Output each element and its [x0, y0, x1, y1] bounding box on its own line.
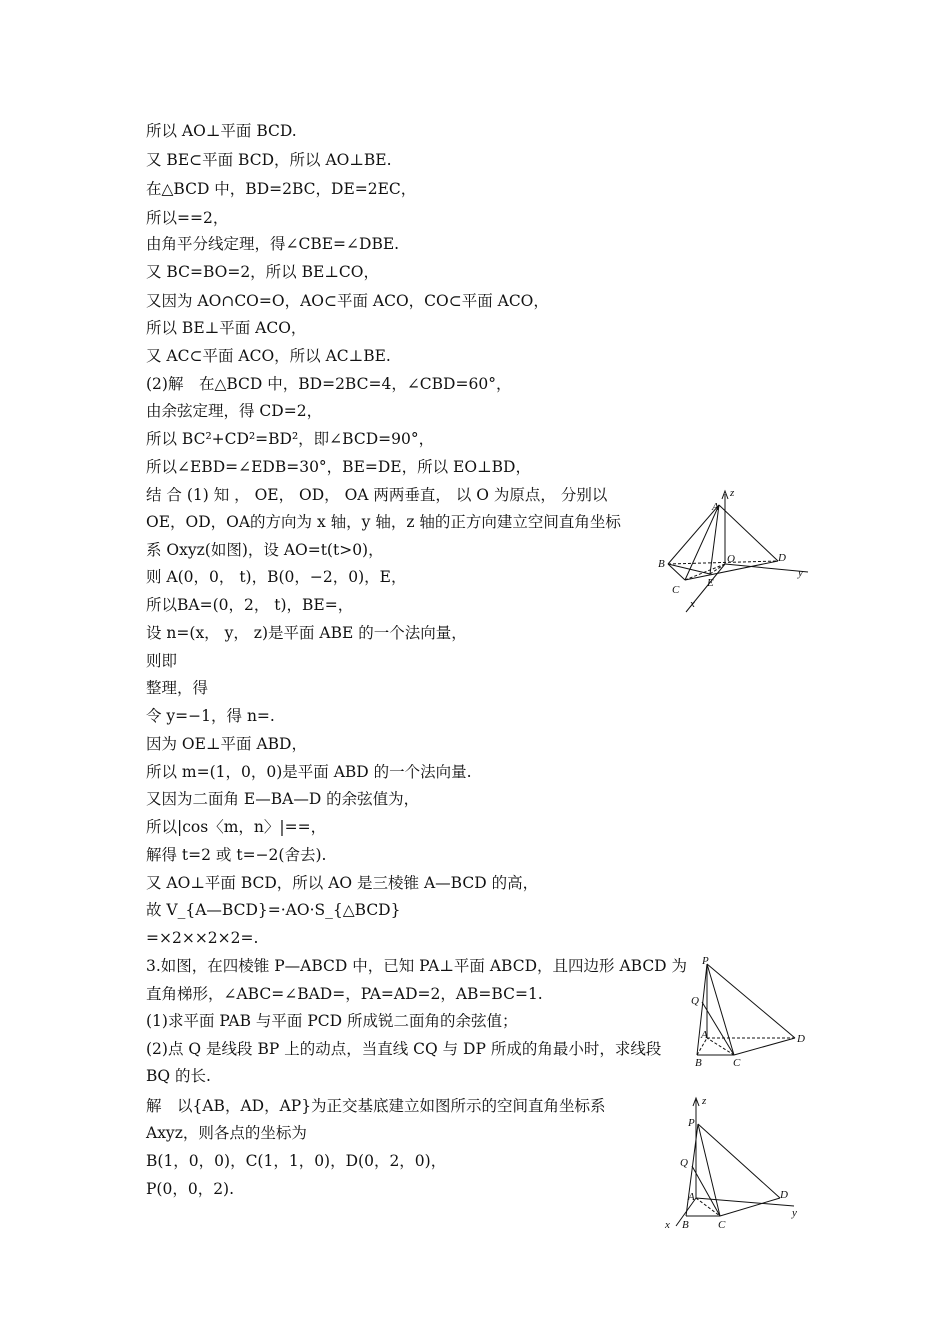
fig1-label: C: [672, 584, 680, 596]
fig1-label: A: [712, 501, 719, 513]
text-line: 结 合 (1) 知 ， OE， OD， OA 两两垂直， 以 O 为原点， 分别以: [146, 486, 608, 504]
text-line: 所以 BC²+CD²=BD²，即∠BCD=90°，: [146, 430, 435, 448]
fig3-label: A: [688, 1191, 695, 1203]
text-line: 所以 m=(1，0，0)是平面 ABD 的一个法向量.: [146, 763, 472, 781]
fig3-label: x: [665, 1219, 670, 1231]
fig2-label: D: [797, 1033, 805, 1045]
text-line: 由余弦定理，得 CD=2，: [146, 402, 323, 420]
fig3-label: D: [780, 1189, 788, 1201]
text-line: 所以∠EBD=∠EDB=30°，BE=DE，所以 EO⊥BD，: [146, 458, 531, 476]
fig2-label: Q: [691, 995, 699, 1007]
text-line: 则 A(0，0， t)，B(0，−2，0)，E，: [146, 568, 407, 586]
pyramid-figure-2: [685, 952, 815, 1072]
text-line: 因为 OE⊥平面 ABD，: [146, 735, 307, 753]
fig3-label: z: [702, 1095, 707, 1107]
text-line: 整理，得: [146, 679, 209, 697]
fig2-label: C: [733, 1057, 741, 1069]
text-line: Axyz，则各点的坐标为: [146, 1124, 307, 1142]
text-line: (2)点 Q 是线段 BP 上的动点，当直线 CQ 与 DP 所成的角最小时，求线段: [146, 1040, 662, 1058]
text-line: 又 BC=BO=2，所以 BE⊥CO，: [146, 263, 379, 281]
text-line: 又 AC⊂平面 ACO，所以 AC⊥BE.: [146, 347, 391, 365]
fig1-label: B: [658, 558, 665, 570]
fig1-label: E: [707, 577, 714, 589]
text-line: 解 以{AB，AD，AP}为正交基底建立如图所示的空间直角坐标系: [146, 1097, 606, 1115]
fig2-label: P: [702, 955, 709, 967]
pyramid-figure-1: [650, 484, 815, 619]
text-line: (2)解 在△BCD 中，BD=2BC=4，∠CBD=60°，: [146, 375, 512, 393]
text-line: 由角平分线定理，得∠CBE=∠DBE.: [146, 235, 400, 253]
fig1-label: y: [798, 567, 803, 579]
text-line: 则即: [146, 652, 178, 670]
text-line: 所以BA=(0，2， t)，BE=，: [146, 596, 354, 614]
text-line: 解得 t=2 或 t=−2(舍去).: [146, 846, 327, 864]
text-line: 在△BCD 中，BD=2BC，DE=2EC，: [146, 180, 417, 198]
fig3-label: Q: [680, 1157, 688, 1169]
text-line: BQ 的长.: [146, 1067, 211, 1085]
fig1-label: z: [730, 487, 735, 499]
fig1-label: D: [778, 552, 786, 564]
fig2-label: A: [701, 1029, 708, 1041]
fig1-label: x: [690, 598, 695, 610]
fig3-label: P: [688, 1117, 695, 1129]
fig3-label: B: [682, 1219, 689, 1231]
text-line: OE，OD，OA的方向为 x 轴，y 轴，z 轴的正方向建立空间直角坐标: [146, 513, 621, 531]
text-line: 所以|cos〈m，n〉|==，: [146, 818, 327, 836]
fig3-label: C: [718, 1219, 726, 1231]
text-line: 直角梯形，∠ABC=∠BAD=，PA=AD=2，AB=BC=1.: [146, 985, 543, 1003]
text-line: 又因为二面角 E—BA—D 的余弦值为，: [146, 790, 420, 808]
fig3-label: y: [792, 1207, 797, 1219]
fig2-label: B: [695, 1057, 702, 1069]
text-line: 所以 AO⊥平面 BCD.: [146, 122, 297, 140]
text-line: 系 Oxyz(如图)，设 AO=t(t>0)，: [146, 541, 384, 559]
text-line: 又 AO⊥平面 BCD，所以 AO 是三棱锥 A—BCD 的高，: [146, 874, 539, 892]
text-line: 设 n=(x， y， z)是平面 ABE 的一个法向量，: [146, 624, 467, 642]
text-line: 令 y=−1，得 n=.: [146, 707, 275, 725]
text-line: 又因为 AO∩CO=O，AO⊂平面 ACO，CO⊂平面 ACO，: [146, 292, 549, 310]
text-line: =×2××2×2=.: [146, 929, 259, 947]
text-line: (1)求平面 PAB 与平面 PCD 所成锐二面角的余弦值；: [146, 1012, 518, 1030]
text-line: 3.如图，在四棱锥 P—ABCD 中，已知 PA⊥平面 ABCD，且四边形 ABCD 为: [146, 957, 688, 975]
text-line: 所以==2，: [146, 209, 229, 227]
text-line: 又 BE⊂平面 BCD，所以 AO⊥BE.: [146, 151, 392, 169]
text-line: 故 V_{A—BCD}=·AO·S_{△BCD}: [146, 901, 401, 919]
text-line: 所以 BE⊥平面 ACO，: [146, 319, 307, 337]
text-line: P(0，0，2).: [146, 1180, 235, 1198]
fig1-label: O: [727, 553, 735, 565]
text-line: B(1，0，0)，C(1，1，0)，D(0，2，0)，: [146, 1152, 447, 1170]
pyramid-figure-3: [662, 1094, 812, 1234]
